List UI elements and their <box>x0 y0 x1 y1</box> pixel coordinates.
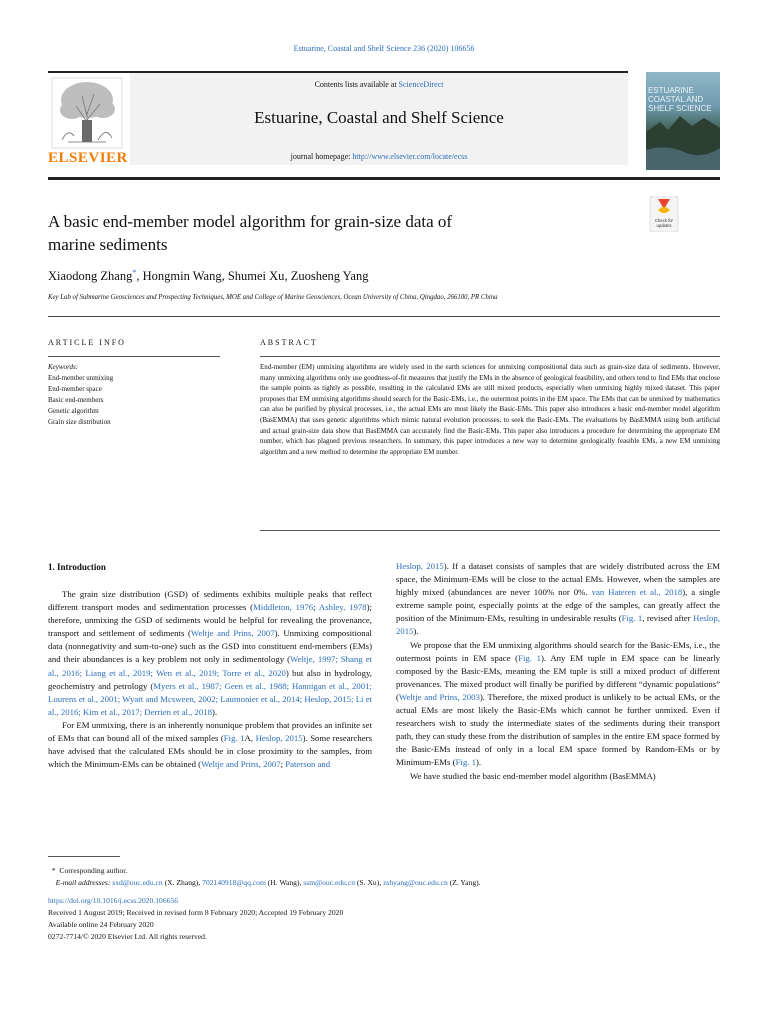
homepage-prefix: journal homepage: <box>290 152 353 161</box>
contents-line <box>130 80 628 89</box>
check-for-updates-badge[interactable] <box>646 196 682 232</box>
divider <box>48 316 720 317</box>
doi-link[interactable]: https://doi.org/10.1016/j.ecss.2020.106656 <box>48 895 179 905</box>
abstract-text: End-member (EM) unmixing algorithms are widely used in the earth sciences for unmixing compositional data such as grain-size data of sediments. However, many unmixing algorithms only use goodness-of-fit measures that justify the EMs in the absence of geological feasibility, and others tend to find EMs that enclose the sample points as tightly as possible, resulting in the calculated EMs are still mixed products, especially when unmixing highly mixed dataset. This paper proposes that EM unmixing algorithms should search for the Basic-EMs, i.e., the outermost points in the EM space. The EMs that can be unmixed by mathematics can also be purified by physical processes, i.e., the actual EMs are most likely the Basic-EMs. This paper also introduces a basic end-member model algorithm (BasEMMA) that uses genetic algorithms which mimic natural evolution processes, to seek the Basic-EMs. The evaluations by BasEMMA using both artificial and actual grain-size data show that BasEMMA can accurately find the Basic-EMs. This paper also introduces a procedure for determining the appropriate EM number, which has plagued previous researchers. In summary, this paper introduces a new way to determine geologically feasible EMs, a new EM unmixing algorithm and a new method to determine the appropriate EM number. <box>260 363 720 456</box>
citation-link[interactable]: Weltje, 1997; Shang et al., 2016; Liang et al., 2019; Wen et al., 2019; Torre et al., 2020 <box>48 654 372 678</box>
figure-link[interactable]: Fig. 1 <box>223 733 245 744</box>
paragraph: For EM unmixing, there is an inherently nonunique problem that provides an infinite set of EMs that can bound all of the mixed samples (Fig. 1A, Heslop, 2015). Some researchers have advised that the calculated EMs should be in close proximity to the samples, from which the Minimum-EMs can be obtained (Weltje and Prins, 2007; Paterson and <box>48 719 372 770</box>
keyword: End-member unmixing <box>48 374 114 382</box>
email-link[interactable]: 702140918@qq.com <box>202 878 266 888</box>
citation-link[interactable]: van Hateren et al., 2018 <box>591 587 683 598</box>
body-column-right <box>396 560 720 783</box>
keyword: End-member space <box>48 385 102 393</box>
article-info-heading: ARTICLE INFO <box>48 338 126 347</box>
elsevier-wordmark[interactable]: ELSEVIER <box>48 150 128 166</box>
email-link[interactable]: ssm@ouc.edu.cn <box>303 878 355 888</box>
check-updates-icon <box>646 196 682 232</box>
email-addresses: E-mail addresses: sxd@ouc.edu.cn (X. Zhang), 702140918@qq.com (H. Wang), ssm@ouc.edu.cn (S. Xu), zshyang@ouc.edu.cn (Z. Yang). <box>55 878 481 888</box>
body-column-left <box>48 588 372 771</box>
citation-link[interactable]: Paterson and <box>285 759 331 770</box>
title-line: A basic end-member model algorithm for grain-size data of <box>48 212 453 231</box>
email-link[interactable]: zshyang@ouc.edu.cn <box>383 878 448 888</box>
journal-citation[interactable]: Estuarine, Coastal and Shelf Science 236 (2020) 106656 <box>293 44 475 53</box>
received-dates: Received 1 August 2019; Received in revised form 8 February 2020; Accepted 19 February 2020 <box>48 907 344 917</box>
badge-line-2: updates <box>656 223 672 228</box>
corresponding-author-note: * Corresponding author. <box>51 866 128 875</box>
figure-link[interactable]: Fig. 1 <box>518 652 542 663</box>
abstract-heading: ABSTRACT <box>260 338 318 347</box>
title-line: marine sediments <box>48 235 168 254</box>
author-name[interactable]: , Shumei Xu <box>221 269 285 284</box>
footnote-rule <box>48 856 120 857</box>
copyright: 0272-7714/© 2020 Elsevier Ltd. All rights reserved. <box>48 932 207 942</box>
author-name[interactable]: Xiaodong Zhang <box>48 269 133 284</box>
affiliation: Key Lab of Submarine Geosciences and Prospecting Techniques, MOE and College of Marine Geosciences, Ocean University of China, Qingdao, 266100, PR China <box>48 294 498 301</box>
figure-link[interactable]: Fig. 1 <box>621 613 643 624</box>
cover-photo <box>646 112 720 170</box>
citation-link[interactable]: Heslop, 2015 <box>396 561 444 571</box>
citation-link[interactable]: Ashley, 1978 <box>318 602 367 613</box>
citation-link[interactable]: Weltje and Prins, 2007 <box>190 628 275 639</box>
citation-link[interactable]: Myers et al., 1987; Geen et al., 1988; Hannigan et al., 2001; Lourens et al., 2001; Wyatt and Mcsween, 2002; Laumonier et al., 2014; Heslop, 2015; Li et al., 2016; Kim et al., 2017; Derrien et al., 2018 <box>48 680 372 717</box>
cover-title-line: COASTAL AND <box>648 95 704 104</box>
journal-homepage <box>130 152 628 161</box>
header-bottom-rule <box>48 177 720 180</box>
keywords-label: Keywords: <box>48 363 79 371</box>
divider <box>260 530 720 531</box>
cover-title-line: SHELF SCIENCE <box>648 104 712 113</box>
badge-line-1: Check for <box>655 218 673 223</box>
author-list <box>48 268 368 284</box>
keywords-list <box>48 362 113 428</box>
paragraph: Heslop, 2015). If a dataset consists of samples that are widely distributed across the EM space, the Minimum-EMs will be close to the actual EMs. However, when the samples are highly mixed (abundances are never 100% nor 0%. van Hateren et al., 2018), a single extreme sample point, especially points at the edge of the samples, can greatly affect the position of the Minimum-EMs, resulting in undesirable results (Fig. 1, revised after Heslop, 2015). <box>396 561 720 637</box>
citation-link[interactable]: Heslop, 2015 <box>255 733 303 744</box>
keyword: Basic end-members <box>48 396 104 404</box>
paragraph: We propose that the EM unmixing algorithms should search for the Basic-EMs, i.e., the outermost points in EM space (Fig. 1). Any EM tuple in EM space can be linearly composed by the Basic-EMs, meaning the EM tuple is still a mixed product of different provenances. The mixed product will finally be purified by different “dynamic populations” (Weltje and Prins, 2003). Therefore, the mixed product is unlikely to be actual EMs, or the actual EMs are most likely the Basic-EMs which cannot be further unmixed. Even if researchers wish to study the intermediate states of the sediments during their transport path, they can study these from the distribution of samples in the entire EM space formed by the Basic-EMs instead of only in a local EM space formed by Random-EMs or by Minimum-EMs (Fig. 1). <box>396 639 720 768</box>
keyword: Grain size distribution <box>48 418 111 426</box>
citation-link[interactable]: Middleton, 1976 <box>253 602 314 613</box>
sciencedirect-link[interactable]: ScienceDirect <box>398 80 444 89</box>
journal-cover-image[interactable] <box>646 72 720 170</box>
divider <box>48 356 220 357</box>
available-online: Available online 24 February 2020 <box>48 920 154 930</box>
email-link[interactable]: sxd@ouc.edu.cn <box>112 878 163 888</box>
section-heading-introduction: 1. Introduction <box>48 562 106 572</box>
author-name[interactable]: , Zuosheng Yang <box>284 269 369 284</box>
corresponding-author-mark[interactable]: * <box>132 268 137 277</box>
journal-title: Estuarine, Coastal and Shelf Science <box>254 108 504 127</box>
footnotes <box>48 865 728 944</box>
citation-link[interactable]: Heslop, 2015 <box>396 613 720 637</box>
cover-title <box>648 86 712 113</box>
citation-link[interactable]: Weltje and Prins, 2007 <box>201 759 281 770</box>
paper-title <box>48 210 568 256</box>
paragraph: We have studied the basic end-member model algorithm (BasEMMA) <box>410 770 656 781</box>
author-name[interactable]: , Hongmin Wang <box>136 269 222 284</box>
figure-link[interactable]: Fig. 1 <box>455 757 476 768</box>
contents-prefix: Contents lists available at <box>314 80 399 89</box>
divider <box>260 356 720 357</box>
paragraph: The grain size distribution (GSD) of sediments exhibits multiple peaks that reflect different transport modes and sedimentation processes (Middleton, 1976; Ashley, 1978); therefore, unmixing the GSD of sediments would be helpful for revealing the provenance, transport and settlement of sediments (Weltje and Prins, 2007). Unmixing compositional data (nonnegativity and sum-to-one) such as the GSD into constituent end-members (EMs) and their abundances is a key problem not only in sedimentology (Weltje, 1997; Shang et al., 2016; Liang et al., 2019; Wen et al., 2019; Torre et al., 2020) but also in hydrology, geochemistry and petrology (Myers et al., 1987; Geen et al., 1988; Hannigan et al., 2001; Lourens et al., 2001; Wyatt and Mcsween, 2002; Laumonier et al., 2014; Heslop, 2015; Li et al., 2016; Kim et al., 2017; Derrien et al., 2018). <box>48 589 372 717</box>
homepage-link[interactable]: http://www.elsevier.com/locate/ecss <box>352 152 468 161</box>
cover-title-line: ESTUARINE <box>648 86 694 95</box>
keyword: Genetic algorithm <box>48 407 99 415</box>
citation-link[interactable]: Weltje and Prins, 2003 <box>398 691 480 702</box>
